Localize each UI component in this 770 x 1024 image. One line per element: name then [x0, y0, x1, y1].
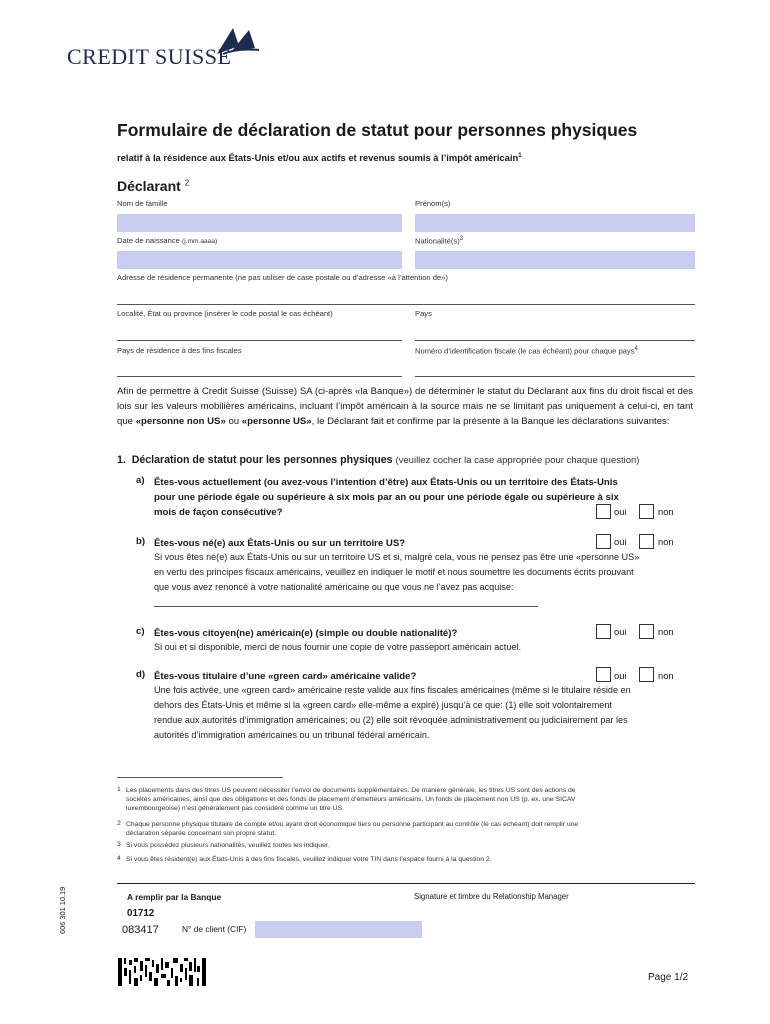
country-label: Pays: [415, 309, 432, 318]
tin-footnote-ref: 4: [634, 346, 638, 352]
declarant-footnote-ref: 2: [184, 178, 190, 188]
nationality-footnote-ref: 3: [459, 236, 464, 242]
footnote-2: [126, 820, 696, 838]
tin-label: [415, 346, 638, 356]
footnote-1-line-3: luxembourgeoise) n’est généralement pas considéré comme un titre US.: [126, 805, 344, 812]
question-b-reason-field[interactable]: [154, 606, 538, 607]
last-name-field[interactable]: [117, 214, 402, 232]
bank-section: [117, 883, 695, 947]
page-number: Page 1/2: [648, 972, 689, 983]
footnote-2-num: 2: [117, 820, 121, 827]
question-b-text-2: en vertu des principes fiscaux américains, veuillez en indiquer le motif et nous soumettre les documents écrits prouvant: [154, 567, 634, 577]
tax-country-field[interactable]: [117, 376, 402, 377]
question-b-text: [154, 550, 639, 595]
question-a-title: [154, 475, 619, 520]
bank-code-2: 083417: [122, 924, 159, 936]
question-d-letter: d): [136, 669, 146, 680]
form-reference-code: 606 301 10.19: [58, 886, 67, 934]
question-a-no-label: non: [658, 506, 674, 517]
country-field[interactable]: [415, 340, 695, 341]
question-b-letter: b): [136, 536, 146, 547]
question-a-yes-checkbox[interactable]: [596, 504, 611, 519]
section1-title: Déclaration de statut pour les personnes physiques: [131, 454, 393, 466]
intro-text-1: Afin de permettre à Credit Suisse (Suisse) SA (ci-après «la Banque») de déterminer le statut du Déclarant aux fins du droit fiscal et des lois sur les valeurs mobilières américains, incluant l’impôt américain à la source mais ne se limitant pas uniquement à celui-ci, en tant que: [117, 386, 693, 427]
question-d-text-4: autorités d’immigration américaines ou un tribunal fédéral américain.: [154, 730, 430, 740]
question-c-no-checkbox[interactable]: [639, 624, 654, 639]
intro-text-mid: ou: [225, 416, 242, 427]
question-d-no-label: non: [658, 670, 674, 681]
subtitle-text: relatif à la résidence aux États-Unis et/ou aux actifs et revenus soumis à l’impôt américain: [117, 152, 519, 163]
last-name-label: Nom de famille: [117, 199, 168, 208]
declarant-heading: [117, 178, 189, 194]
address-field[interactable]: [117, 304, 695, 305]
question-a-line-1: Êtes-vous actuellement (ou avez-vous l’intention d’être) aux États-Unis ou un territoire des États-Unis: [154, 477, 618, 488]
intro-us-person: «personne US»: [241, 416, 312, 427]
footnote-1: [126, 786, 696, 813]
subtitle-footnote-ref: 1: [518, 152, 522, 159]
footnote-separator: [117, 777, 283, 778]
question-a-yes-label: oui: [614, 506, 627, 517]
city-field[interactable]: [117, 340, 402, 341]
section1-number: 1.: [117, 454, 126, 466]
footnote-3-num: 3: [117, 841, 121, 848]
question-b-no-checkbox[interactable]: [639, 534, 654, 549]
section1-heading: [117, 454, 639, 466]
tax-country-label: Pays de résidence à des fins fiscales: [117, 346, 242, 355]
question-d-text-1: Une fois activée, une «green card» américaine reste valide aux fins fiscales américaines (même si le titulaire réside en: [154, 685, 631, 695]
footnote-1-line-1: Les placements dans des titres US peuvent nécessiter l’envoi de documents supplémentaires. De manière générale, les titres US sont des actions de: [126, 787, 576, 794]
footnote-4-num: 4: [117, 855, 121, 862]
nationality-field[interactable]: [415, 251, 695, 269]
question-d-text-3: rendue aux autorités d’immigration américaines; ou (2) elle soit révoquée administrativement ou judiciairement par les: [154, 715, 628, 725]
question-d-yes-label: oui: [614, 670, 627, 681]
question-a-line-3: mois de façon consécutive?: [154, 507, 283, 518]
question-d-text: [154, 683, 631, 743]
page-subtitle: [117, 152, 522, 163]
client-number-label: N° de client (CIF): [182, 924, 247, 934]
intro-non-us-person: «personne non US»: [135, 416, 226, 427]
footnote-2-line-2: déclaration séparée concernant son propre statut.: [126, 830, 277, 837]
question-a-no-checkbox[interactable]: [639, 504, 654, 519]
first-name-label: Prénom(s): [415, 199, 451, 208]
birth-date-label-text: Date de naissance: [117, 236, 180, 245]
footnote-4: Si vous êtes résident(e) aux États-Unis à des fins fiscales, veuillez indiquer votre TIN dans l’espace fourni à la question 2.: [126, 856, 492, 863]
credit-suisse-logo: [67, 26, 257, 70]
brand-name: CREDIT SUISSE: [67, 44, 232, 69]
question-d-no-checkbox[interactable]: [639, 667, 654, 682]
question-d-title: Êtes-vous titulaire d’une «green card» américaine valide?: [154, 671, 417, 682]
birth-date-hint: (j.mm.aaaa): [182, 238, 218, 245]
birth-date-label: [117, 236, 217, 245]
question-b-title: Êtes-vous né(e) aux États-Unis ou sur un territoire US?: [154, 538, 406, 549]
question-c-yes-checkbox[interactable]: [596, 624, 611, 639]
question-a-letter: a): [136, 475, 145, 486]
bank-section-heading: A remplir par la Banque: [127, 892, 222, 902]
declarant-heading-text: Déclarant: [117, 178, 181, 194]
signature-label: Signature et timbre du Relationship Manager: [414, 892, 569, 901]
barcode-icon: [118, 958, 206, 986]
birth-date-field[interactable]: [117, 251, 402, 269]
question-d-yes-checkbox[interactable]: [596, 667, 611, 682]
question-b-no-label: non: [658, 536, 674, 547]
nationality-label-text: Nationalité(s): [415, 236, 460, 246]
section1-note: (veuillez cocher la case appropriée pour chaque question): [395, 455, 640, 466]
footnote-2-line-1: Chaque personne physique titulaire de compte et/ou ayant droit économique tiers ou personne participant au contrôle (le cas échéant) doit remplir une: [126, 821, 579, 828]
question-b-yes-label: oui: [614, 536, 627, 547]
question-c-no-label: non: [658, 626, 674, 637]
question-b-text-3: que vous avez renoncé à votre nationalité américaine ou que vous ne l’avez pas acquise:: [154, 582, 514, 592]
footnote-1-line-2: sociétés américaines, ainsi que des obligations et des fonds de placement d’émetteurs américains. Un fonds de placement non US (p. ex. une SICAV: [126, 796, 576, 803]
footnote-1-num: 1: [117, 786, 121, 793]
question-b-yes-checkbox[interactable]: [596, 534, 611, 549]
question-b-text-1: Si vous êtes né(e) aux États-Unis ou sur un territoire US et si, malgré cela, vous ne pensez pas être une «personne US»: [154, 552, 640, 562]
question-c-yes-label: oui: [614, 626, 627, 637]
bank-code-1: 01712: [127, 908, 155, 919]
nationality-label: [415, 236, 463, 246]
first-name-field[interactable]: [415, 214, 695, 232]
question-c-letter: c): [136, 626, 145, 637]
tin-field[interactable]: [415, 376, 695, 377]
address-label: Adresse de résidence permanente (ne pas utiliser de case postale ou d’adresse «à l’attention de»): [117, 273, 448, 282]
page-title: Formulaire de déclaration de statut pour personnes physiques: [117, 120, 638, 140]
question-d-text-2: dehors des États-Unis et même si la «green card» elle-même a expiré) jusqu’à ce que: (1) elle soit volontairement: [154, 700, 612, 710]
footnote-3: Si vous possédez plusieurs nationalités, veuillez toutes les indiquer.: [126, 842, 330, 849]
intro-text-2: , le Déclarant fait et confirme par la présente à la Banque les déclarations suivantes:: [311, 416, 670, 427]
question-c-title: Êtes-vous citoyen(ne) américain(e) (simple ou double nationalité)?: [154, 628, 458, 639]
intro-paragraph: [117, 384, 693, 429]
question-a-line-2: pour une période égale ou supérieure à six mois par an ou pour une période égale ou supérieure à six: [154, 492, 619, 503]
client-number-field[interactable]: [255, 921, 422, 938]
question-c-text: Si oui et si disponible, merci de nous fournir une copie de votre passeport américain actuel.: [154, 642, 521, 652]
city-label: Localité, État ou province (insérer le code postal le cas échéant): [117, 309, 333, 318]
tin-label-text: Numéro d’identification fiscale (le cas échéant) pour chaque pays: [415, 346, 635, 356]
